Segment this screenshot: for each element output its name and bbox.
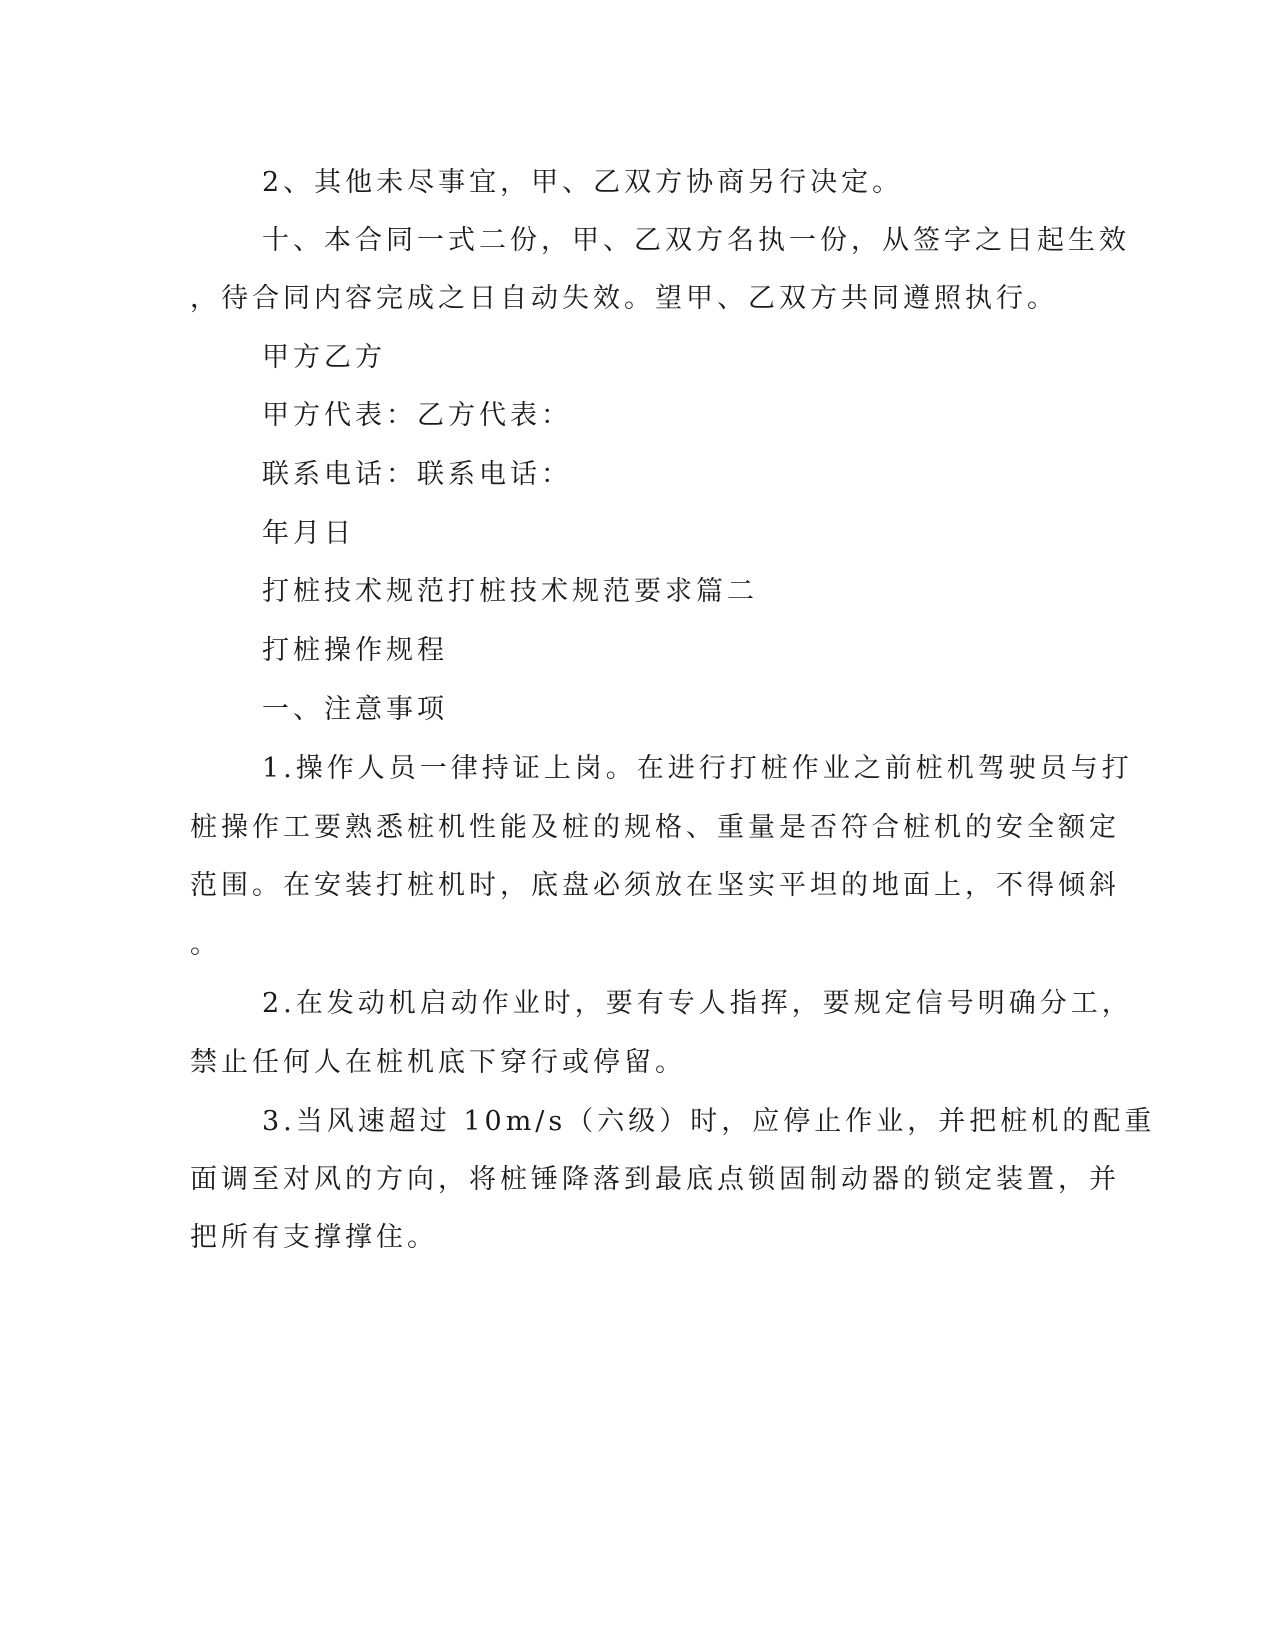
paragraph-line: 桩操作工要熟悉桩机性能及桩的规格、重量是否符合桩机的安全额定 [190, 812, 1120, 843]
section-subtitle: 打桩操作规程 [262, 635, 448, 666]
paragraph-line: 禁止任何人在桩机底下穿行或停留。 [190, 1047, 686, 1078]
party-names: 甲方乙方 [262, 342, 386, 373]
paragraph-line: 面调至对风的方向，将桩锤降落到最底点锁固制动器的锁定装置，并 [190, 1164, 1120, 1195]
party-representatives: 甲方代表：乙方代表： [262, 400, 572, 431]
paragraph-line: 1.操作人员一律持证上岗。在进行打桩作业之前桩机驾驶员与打 [262, 753, 1133, 784]
paragraph-line: ，待合同内容完成之日自动失效。望甲、乙双方共同遵照执行。 [190, 283, 1058, 314]
date-line: 年月日 [262, 518, 355, 549]
paragraph-line: 范围。在安装打桩机时，底盘必须放在坚实平坦的地面上，不得倾斜 [190, 870, 1120, 901]
paragraph-line: 十、本合同一式二份，甲、乙双方名执一份，从签字之日起生效 [262, 225, 1130, 256]
paragraph-line: 2.在发动机启动作业时，要有专人指挥，要规定信号明确分工， [262, 988, 1133, 1019]
paragraph-line: 。 [190, 929, 221, 960]
section-heading: 一、注意事项 [262, 694, 448, 725]
paragraph-line: 3.当风速超过 10m/s（六级）时，应停止作业，并把桩机的配重 [262, 1106, 1156, 1137]
paragraph-line: 把所有支撑撑住。 [190, 1222, 438, 1253]
section-title: 打桩技术规范打桩技术规范要求篇二 [262, 576, 758, 607]
contact-phones: 联系电话：联系电话： [262, 459, 572, 490]
paragraph-line: 2、其他未尽事宜，甲、乙双方协商另行决定。 [262, 167, 904, 198]
